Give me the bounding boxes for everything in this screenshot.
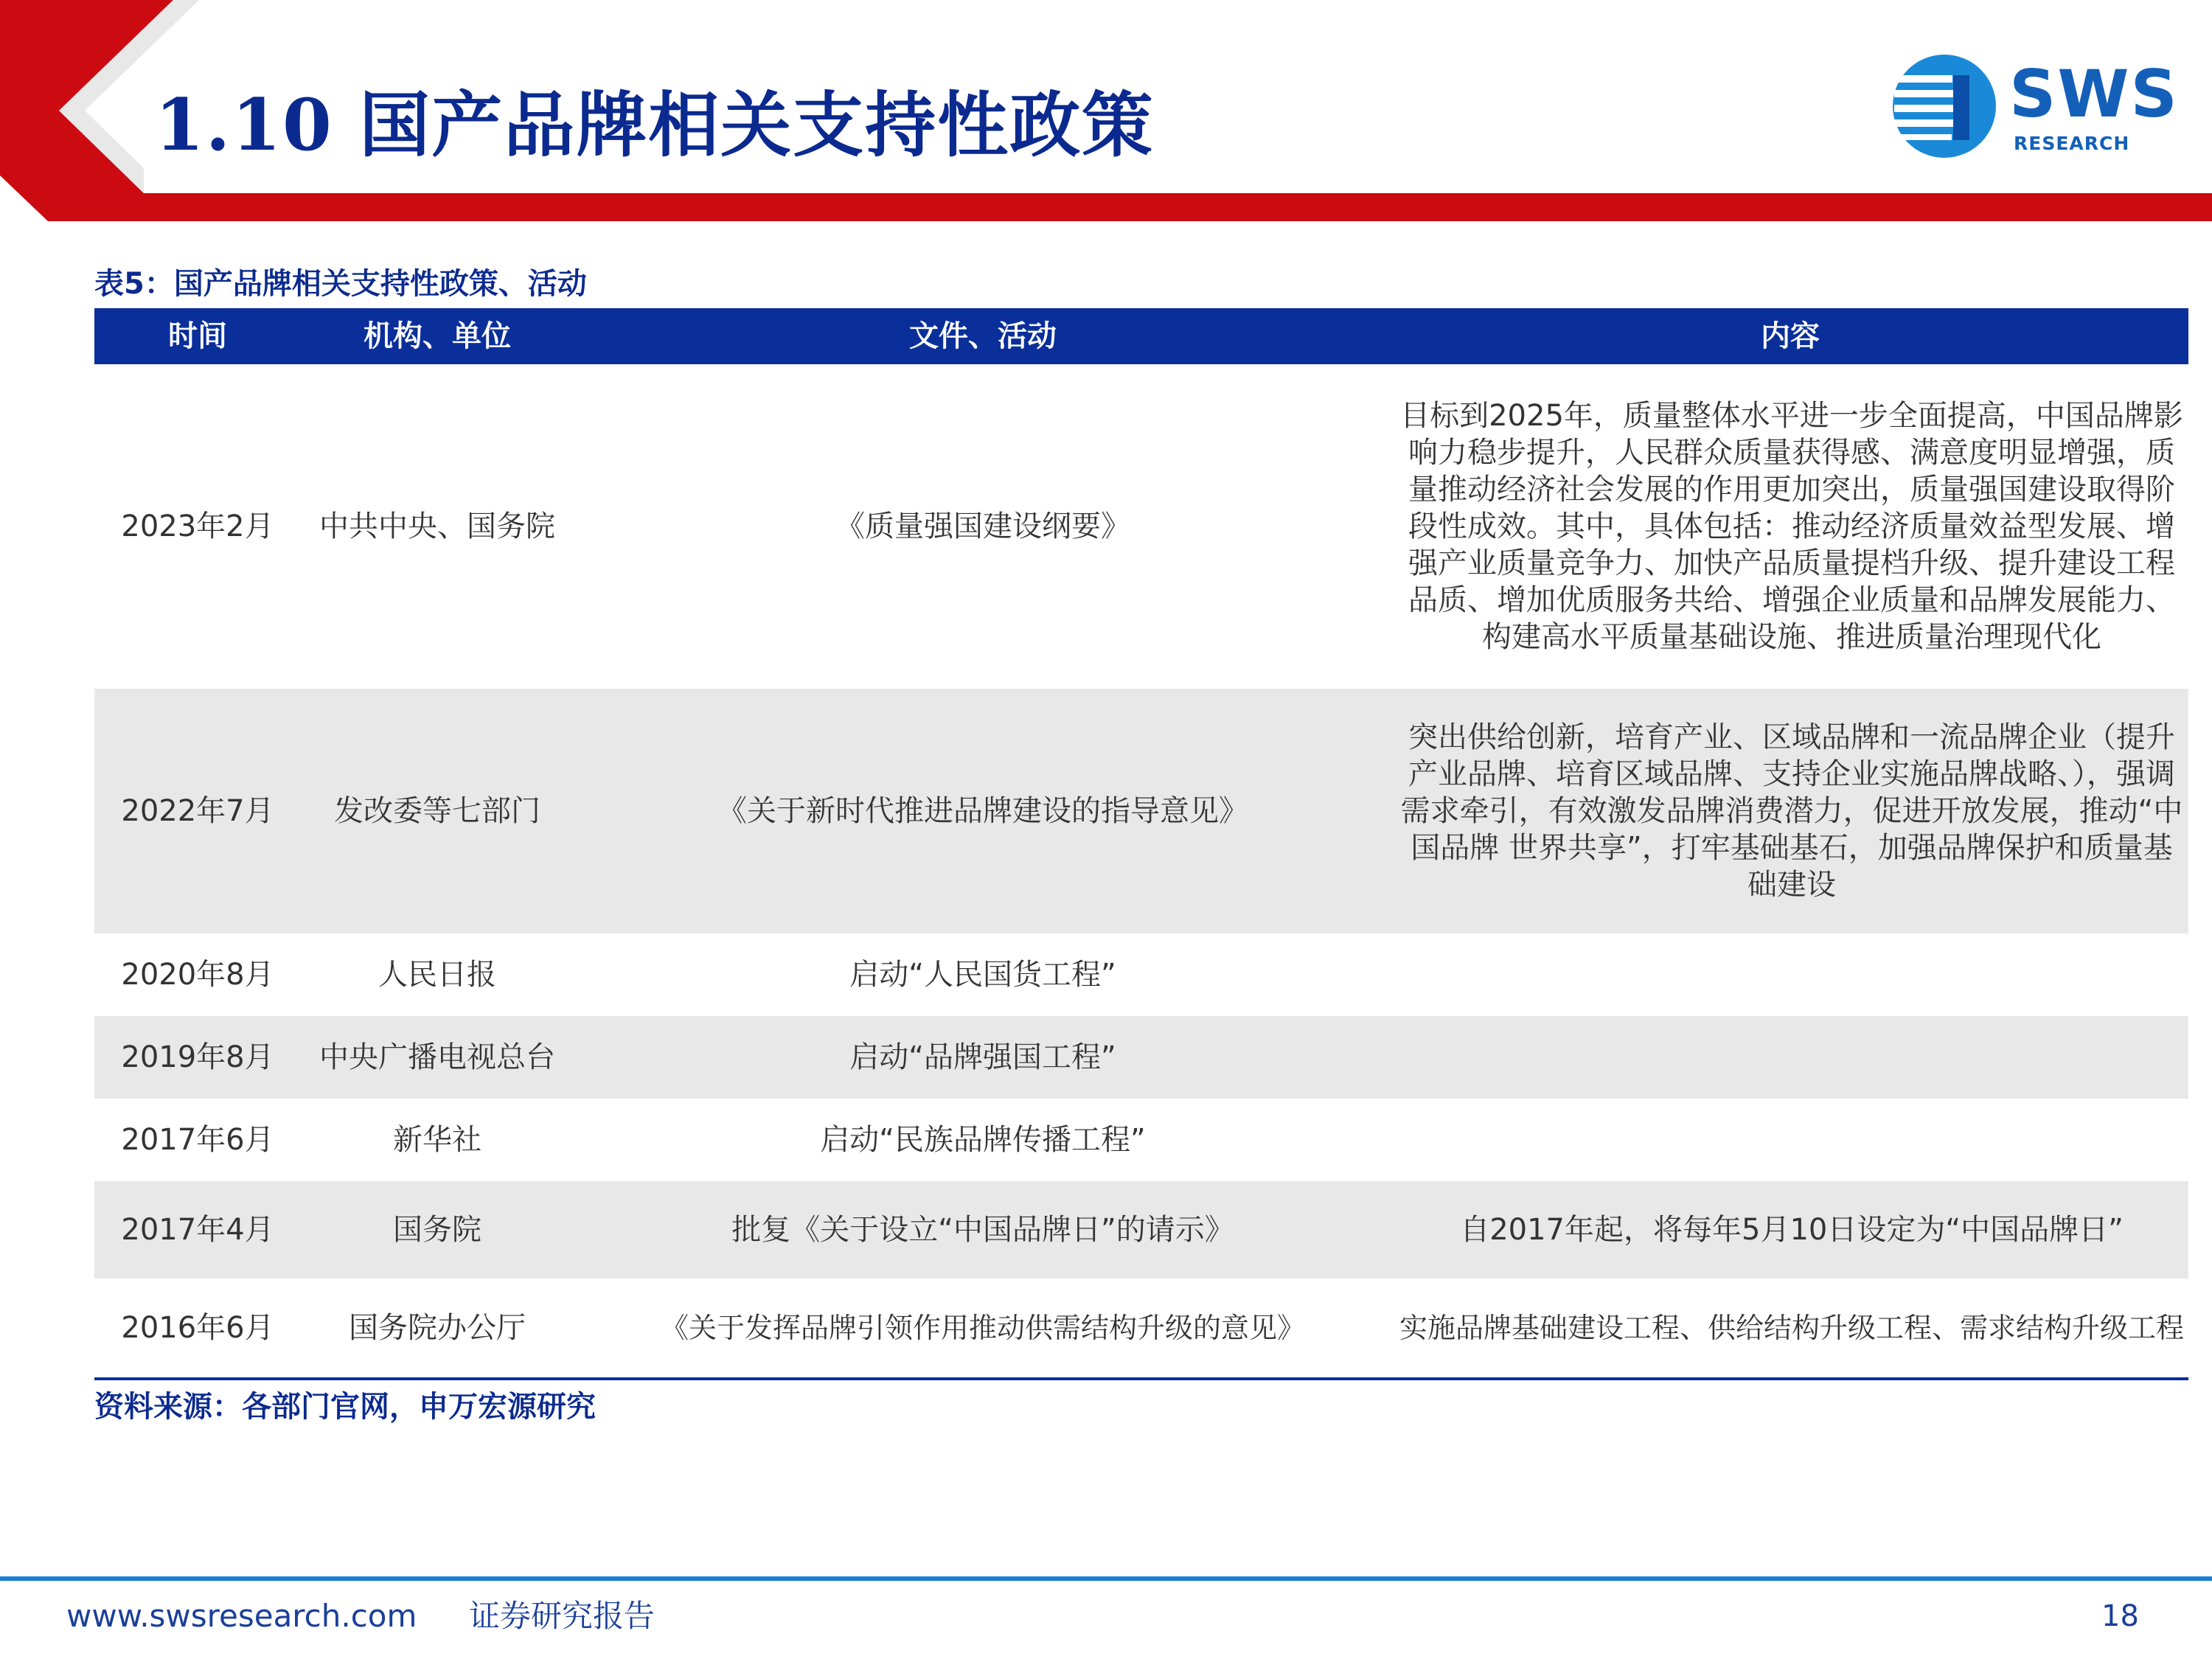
cell-doc: 启动“品牌强国工程” [574,1016,1392,1099]
company-logo [1891,53,2179,171]
table-caption: 表5：国产品牌相关支持性政策、活动 [94,267,587,301]
table-row [94,1016,2188,1099]
cell-content [1392,933,2188,1016]
cell-org: 人民日报 [378,958,496,992]
cell-content: 目标到2025年，质量整体水平进一步全面提高，中国品牌影响力稳步提升，人民群众质量获得感、满意度明显增强，质量推动经济社会发展的作用更加突出，质量强国建设取得阶段性成效。其中，具体包括：推动经济质量效益型发展、增强产业质量竞争力、加快产品质量提档升级、提升建设工程品质、增加优质服务共给、增强企业质量和品牌发展能力、构建高水平质量基础设施、推进质量治理现代化 [1400,399,2183,654]
cell-time: 2016年6月 [94,1279,301,1379]
footer-divider [0,1576,2212,1581]
table-row [94,933,2188,1016]
cell-content [1392,1099,2188,1181]
table-row [94,1181,2188,1279]
cell-doc: 启动“人民国货工程” [849,958,1116,992]
cell-content: 突出供给创新，培育产业、区域品牌和一流品牌企业（提升产业品牌、培育区域品牌、支持企业实施品牌战略、），强调需求牵引，有效激发品牌消费潜力，促进开放发展，推动“中国品牌 世界共享”，打牢基础基石，加强品牌保护和质量基础建设 [1392,689,2188,933]
cell-doc: 《质量强国建设纲要》 [835,509,1130,543]
cell-org: 国务院办公厅 [301,1279,574,1379]
policy-table [94,308,2188,1380]
cell-content [1392,1016,2188,1099]
table-header-row [94,308,2188,364]
cell-org: 发改委等七部门 [301,689,574,933]
footer-url-link[interactable]: www.swsresearch.com [66,1598,417,1634]
cell-doc: 《关于新时代推进品牌建设的指导意见》 [574,689,1392,933]
column-header-doc: 文件、活动 [574,308,1392,364]
page-title: 1.10 国产品牌相关支持性政策 [155,83,1155,167]
cell-time: 2023年2月 [121,509,274,543]
cell-content: 实施品牌基础建设工程、供给结构升级工程、需求结构升级工程 [1392,1279,2188,1379]
cell-org: 中央广播电视总台 [301,1016,574,1099]
column-header-content: 内容 [1392,308,2188,364]
footer-label: 证券研究报告 [469,1598,655,1634]
table-row [94,689,2188,933]
cell-time: 2017年4月 [94,1181,301,1279]
table-row [94,364,2188,689]
source-note: 资料来源：各部门官网，申万宏源研究 [94,1390,596,1424]
cell-doc: 《关于发挥品牌引领作用推动供需结构升级的意见》 [574,1279,1392,1379]
logo-subtext: RESEARCH [2014,133,2130,154]
sws-logo-icon [1891,53,1998,160]
cell-time: 2017年6月 [121,1123,274,1157]
column-header-time: 时间 [94,308,301,364]
logo-text: SWS [2009,56,2179,132]
cell-doc: 批复《关于设立“中国品牌日”的请示》 [574,1181,1392,1279]
cell-org: 国务院 [301,1181,574,1279]
cell-time: 2022年7月 [94,689,301,933]
cell-org: 新华社 [393,1123,481,1157]
table-row [94,1279,2188,1379]
cell-org: 中共中央、国务院 [319,509,555,543]
cell-time: 2020年8月 [121,958,274,992]
column-header-org: 机构、单位 [301,308,574,364]
cell-doc: 启动“民族品牌传播工程” [820,1123,1146,1157]
table-row [94,1099,2188,1181]
cell-content: 自2017年起，将每年5月10日设定为“中国品牌日” [1392,1181,2188,1279]
page-number: 18 [2101,1599,2139,1633]
cell-time: 2019年8月 [94,1016,301,1099]
